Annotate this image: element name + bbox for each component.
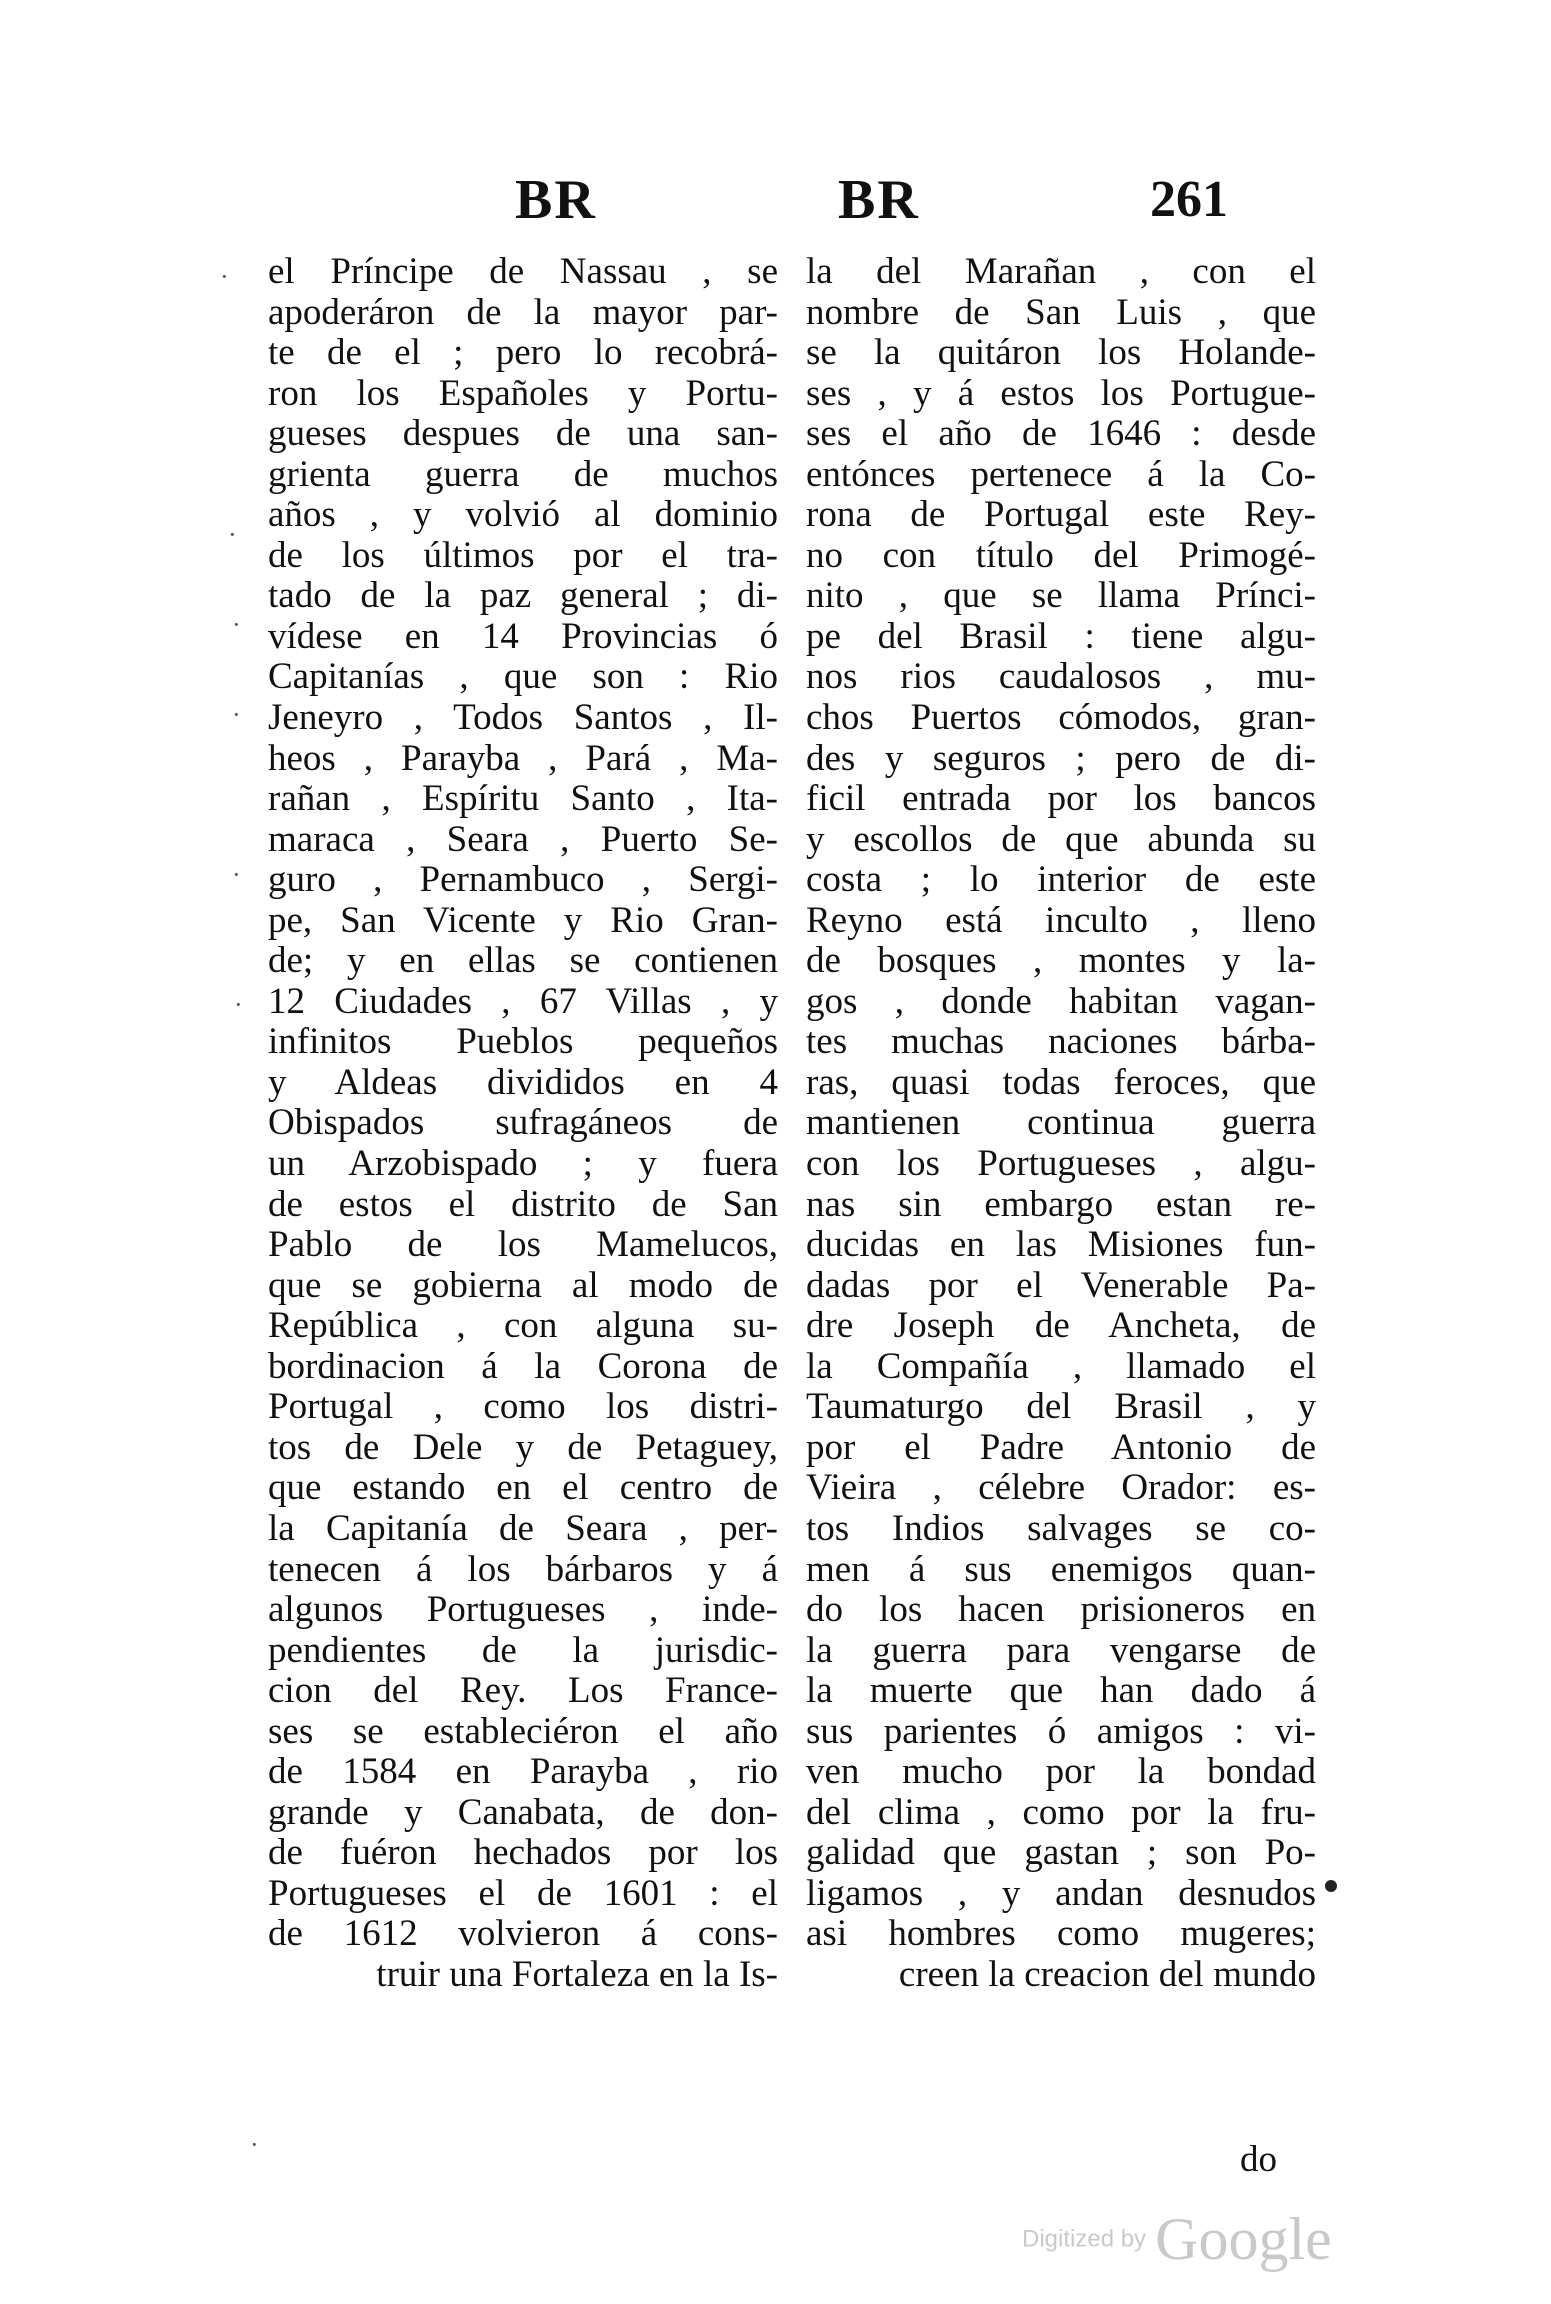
text-line: tenecen á los bárbaros y á [268,1549,778,1590]
text-line: de 1612 volvieron á cons- [268,1914,778,1955]
margin-mark: · [232,860,241,889]
watermark-prefix: Digitized by [1022,2225,1147,2253]
catchword: do [1240,2139,1277,2180]
running-head-right: BR [838,169,920,231]
text-line: ducidas en las Misiones fun- [806,1225,1316,1266]
text-line: Portugal , como los distri- [268,1387,778,1428]
text-line: 12 Ciudades , 67 Villas , y [268,981,778,1022]
text-line: la Capitanía de Seara , per- [268,1508,778,1549]
text-line: con los Portugueses , algu- [806,1144,1316,1185]
text-line: que estando en el centro de [268,1468,778,1509]
text-line: Reyno está inculto , lleno [806,900,1316,941]
text-line: de fuéron hechados por los [268,1833,778,1874]
right-text-column [806,252,1316,1996]
text-line: men á sus enemigos quan- [806,1549,1316,1590]
text-line: la muerte que han dado á [806,1671,1316,1712]
text-line: que se gobierna al modo de [268,1265,778,1306]
digitized-watermark [1022,2205,1332,2274]
google-logo: Google [1155,2206,1332,2272]
text-line: guro , Pernambuco , Sergi- [268,860,778,901]
text-line: dadas por el Venerable Pa- [806,1265,1316,1306]
text-line: tos de Dele y de Petaguey, [268,1427,778,1468]
text-line: y Aldeas divididos en 4 [268,1062,778,1103]
text-line: la del Marañan , con el [806,252,1316,292]
text-line: grande y Canabata, de don- [268,1792,778,1833]
text-line: galidad que gastan ; son Po- [806,1833,1316,1874]
text-line: heos , Parayba , Pará , Ma- [268,738,778,779]
text-line: Obispados sufragáneos de [268,1103,778,1144]
text-line: des y seguros ; pero de di- [806,738,1316,779]
text-line: Capitanías , que son : Rio [268,657,778,698]
text-line: ses , y á estos los Portugue- [806,373,1316,414]
text-line: bordinacion á la Corona de [268,1346,778,1387]
text-line: entónces pertenece á la Co- [806,454,1316,495]
text-line: nombre de San Luis , que [806,292,1316,333]
text-line: la guerra para vengarse de [806,1630,1316,1671]
text-line: sus parientes ó amigos : vi- [806,1711,1316,1752]
text-line: mantienen continua guerra [806,1103,1316,1144]
text-line: infinitos Pueblos pequeños [268,1022,778,1063]
text-line: República , con alguna su- [268,1306,778,1347]
text-line: gueses despues de una san- [268,414,778,455]
text-line: un Arzobispado ; y fuera [268,1144,778,1185]
text-line: creen la creacion del mundo [898,1954,1316,1995]
text-line: maraca , Seara , Puerto Se- [268,819,778,860]
text-line: la Compañía , llamado el [806,1346,1316,1387]
text-line: Vieira , célebre Orador: es- [806,1468,1316,1509]
margin-mark: · [250,2130,259,2159]
text-line: años , y volvió al dominio [268,495,778,536]
text-line: do los hacen prisioneros en [806,1590,1316,1631]
left-text-column [268,252,778,1996]
text-line: nos rios caudalosos , mu- [806,657,1316,698]
page-number: 261 [1150,171,1228,228]
text-line: del clima , como por la fru- [806,1792,1316,1833]
margin-mark: · [232,610,241,639]
text-line: ligamos , y andan desnudos [806,1873,1316,1914]
text-line: rañan , Espíritu Santo , Ita- [268,779,778,820]
text-line: pe, San Vicente y Rio Gran- [268,900,778,941]
text-line: Taumaturgo del Brasil , y [806,1387,1316,1428]
text-line: asi hombres como mugeres; [806,1914,1316,1955]
text-line: el Príncipe de Nassau , se [268,252,778,292]
text-line: de 1584 en Parayba , rio [268,1752,778,1793]
text-line: dre Joseph de Ancheta, de [806,1306,1316,1347]
text-line: truir una Fortaleza en la Is- [376,1954,778,1995]
text-line: Jeneyro , Todos Santos , Il- [268,698,778,739]
text-line: de bosques , montes y la- [806,941,1316,982]
text-line: Pablo de los Mamelucos, [268,1225,778,1266]
text-line: rona de Portugal este Rey- [806,495,1316,536]
text-line: ses el año de 1646 : desde [806,414,1316,455]
text-line: tado de la paz general ; di- [268,576,778,617]
text-line: ron los Españoles y Portu- [268,373,778,414]
margin-mark: · [234,990,243,1019]
text-line: pe del Brasil : tiene algu- [806,616,1316,657]
margin-bullet [1325,1880,1337,1892]
text-line: chos Puertos cómodos, gran- [806,698,1316,739]
text-line: te de el ; pero lo recobrá- [268,333,778,374]
running-head-left: BR [515,169,597,231]
text-line: ven mucho por la bondad [806,1752,1316,1793]
text-line: algunos Portugueses , inde- [268,1590,778,1631]
margin-mark: · [232,700,241,729]
text-line: grienta guerra de muchos [268,454,778,495]
margin-mark: · [228,520,237,549]
text-line: nas sin embargo estan re- [806,1184,1316,1225]
text-line: y escollos de que abunda su [806,819,1316,860]
text-line: por el Padre Antonio de [806,1427,1316,1468]
text-line: pendientes de la jurisdic- [268,1630,778,1671]
text-line: ses se estableciéron el año [268,1711,778,1752]
text-line: tes muchas naciones bárba- [806,1022,1316,1063]
text-line: nito , que se llama Prínci- [806,576,1316,617]
text-line: costa ; lo interior de este [806,860,1316,901]
text-line: vídese en 14 Provincias ó [268,616,778,657]
text-line: ficil entrada por los bancos [806,779,1316,820]
text-line: de; y en ellas se contienen [268,941,778,982]
text-line: gos , donde habitan vagan- [806,981,1316,1022]
text-line: ras, quasi todas feroces, que [806,1062,1316,1103]
text-line: cion del Rey. Los France- [268,1671,778,1712]
text-line: apoderáron de la mayor par- [268,292,778,333]
text-line: de los últimos por el tra- [268,535,778,576]
text-line: tos Indios salvages se co- [806,1508,1316,1549]
text-line: se la quitáron los Holande- [806,333,1316,374]
text-line: Portugueses el de 1601 : el [268,1873,778,1914]
text-line: de estos el distrito de San [268,1184,778,1225]
margin-mark: · [220,262,229,291]
text-line: no con título del Primogé- [806,535,1316,576]
